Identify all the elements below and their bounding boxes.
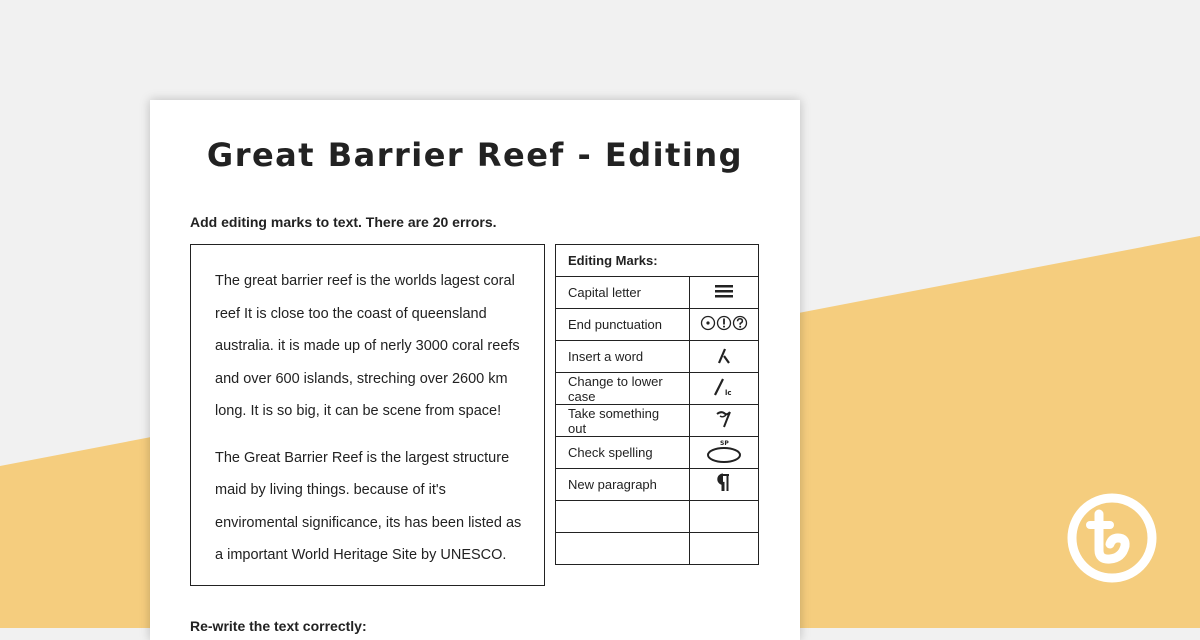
mark-label: Capital letter: [556, 277, 690, 309]
editing-marks-header-row: [556, 245, 759, 277]
lc-symbol-text: lc: [725, 389, 732, 397]
editing-marks-header: Editing Marks:: [556, 245, 759, 277]
table-row: [556, 501, 759, 533]
pilcrow-icon: [717, 473, 731, 493]
table-row: [556, 533, 759, 565]
instruction-text: Add editing marks to text. There are 20 errors.: [190, 214, 497, 230]
worksheet-page: [150, 100, 800, 640]
rewrite-label: Re-write the text correctly:: [190, 618, 367, 634]
passage-box: [190, 244, 545, 586]
mark-label: Check spelling: [556, 437, 690, 469]
mark-label: Take something out: [556, 405, 690, 437]
delete-mark-icon: [715, 409, 733, 429]
caret-insert-icon: [716, 346, 732, 364]
table-row: [556, 405, 759, 437]
punctuation-circles-icon: [700, 315, 748, 331]
mark-label: [556, 501, 690, 533]
slash-lc-icon: [712, 377, 736, 397]
passage-paragraph-1: The great barrier reef is the worlds lagest coral reef It is close too the coast of queensland australia. it is made up of nerly 3000 coral reefs and over 600 islands, streching over 2600 km long. It is so big, it can be scene from space!: [215, 273, 520, 419]
table-row: [556, 341, 759, 373]
circle-sp-icon: [704, 438, 744, 464]
teach-starter-logo: [1066, 492, 1158, 584]
mark-symbol-empty: [690, 501, 759, 533]
mark-label: New paragraph: [556, 469, 690, 501]
passage-paragraph-2: The Great Barrier Reef is the largest structure maid by living things. because of it's enviromental significance, its has been listed as a important World Heritage Site by UNESCO.: [215, 449, 522, 563]
table-row: [556, 373, 759, 405]
mark-label: [556, 533, 690, 565]
mark-label: Insert a word: [556, 341, 690, 373]
mark-label: Change to lower case: [556, 373, 690, 405]
table-row: [556, 469, 759, 501]
triple-underline-icon: [713, 284, 735, 298]
table-row: [556, 437, 759, 469]
worksheet-title: Great Barrier Reef - Editing: [206, 136, 744, 174]
table-row: [556, 309, 759, 341]
mark-symbol-empty: [690, 533, 759, 565]
table-row: [556, 277, 759, 309]
sp-symbol-text: SP: [720, 440, 729, 447]
mark-label: End punctuation: [556, 309, 690, 341]
editing-marks-table: [555, 244, 759, 565]
